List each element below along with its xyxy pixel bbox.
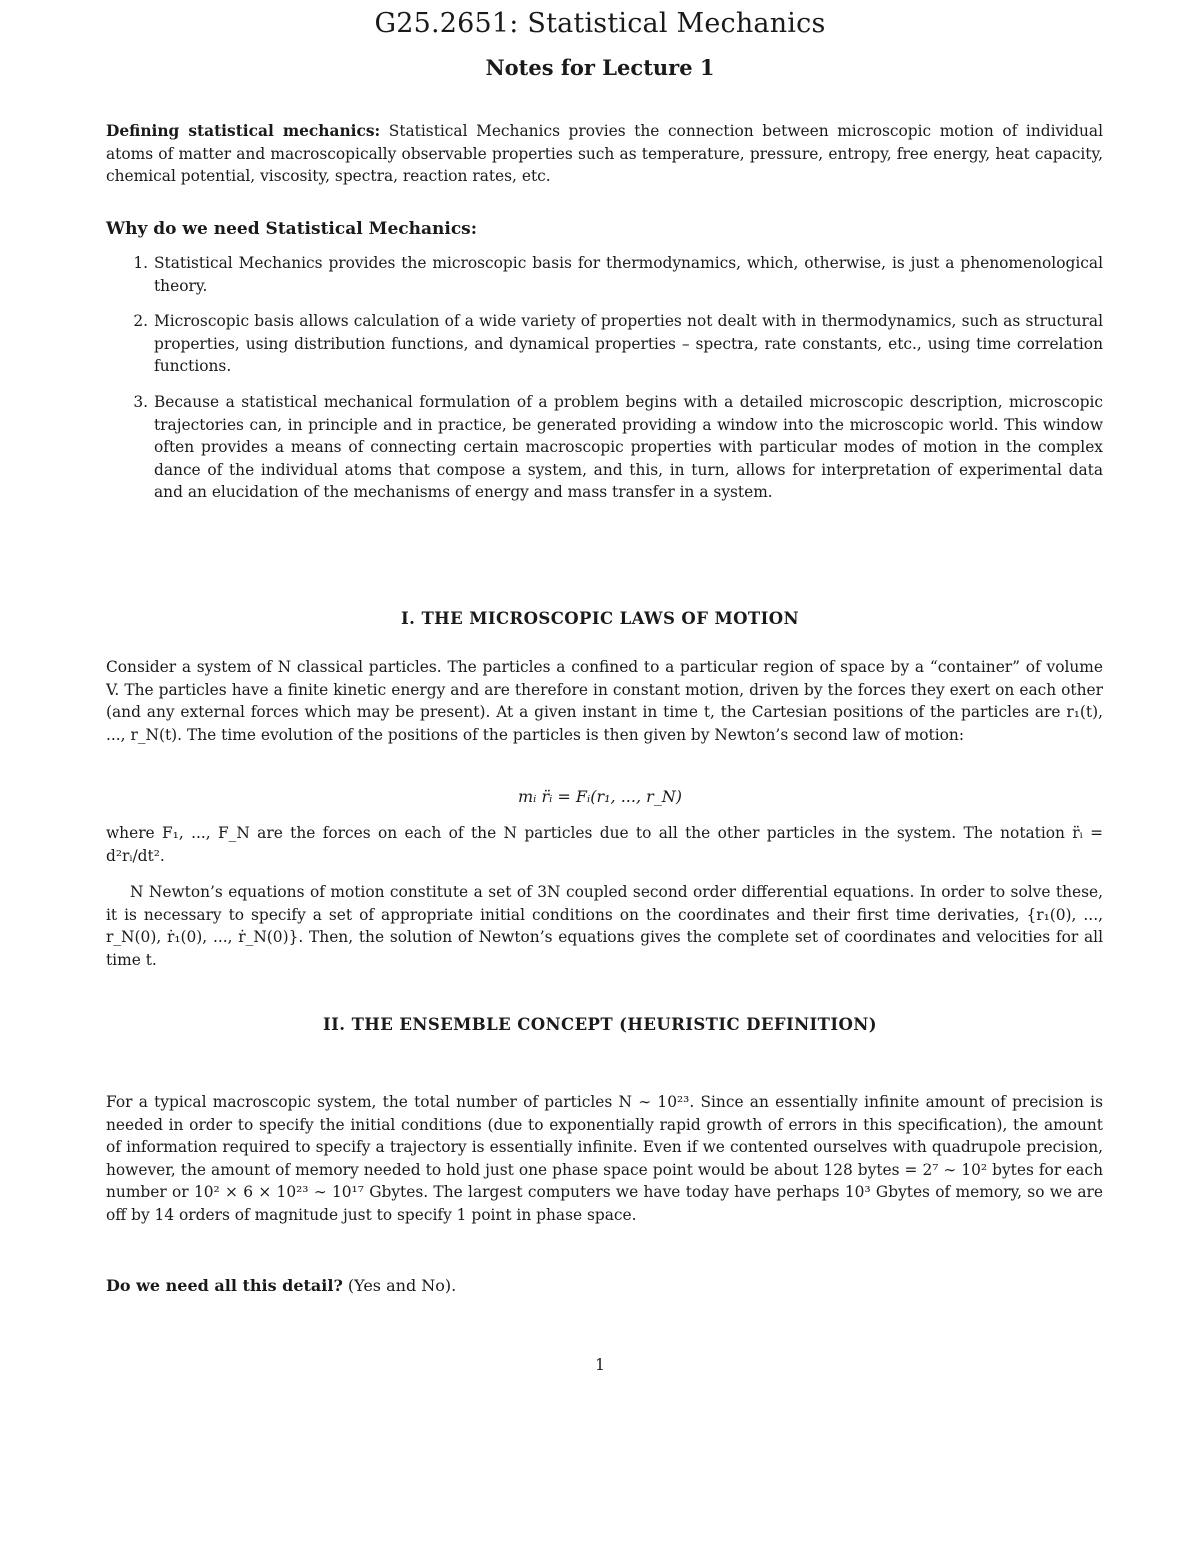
list-item-number-3: 3.: [133, 393, 148, 411]
intro-text: Statistical Mechanics provies the connection between microscopic motion of individual atoms of matter and macroscopically observable properties such as temperature, pressure, entropy, free energy, heat capacity, chemical potential, viscosity, spectra, reaction rates, etc.: [106, 122, 1103, 185]
intro-label: Defining statistical mechanics:: [106, 122, 381, 140]
list-item-1: Statistical Mechanics provides the microscopic basis for thermodynamics, which, otherwise, is just a phenomenological theory.: [154, 254, 1103, 295]
section1-paragraph-2: where F₁, ..., F_N are the forces on each of the N particles due to all the other particles in the system. The notation r̈ᵢ = d²rᵢ/dt².: [106, 824, 1103, 865]
section-heading-1: I. THE MICROSCOPIC LAWS OF MOTION: [401, 609, 799, 628]
list-item-number-2: 2.: [133, 312, 148, 330]
section1-paragraph-3: N Newton’s equations of motion constitute a set of 3N coupled second order differential equations. In order to solve these, it is necessary to specify a set of appropriate initial conditions on the coordinates and their first time derivaties, {r₁(0), ..., r_N(0), ṙ₁(0), ..., ṙ_N(0)}. Then, the solution of Newton’s equations gives the complete set of coordinates and velocities for all time t.: [106, 883, 1103, 969]
section2-paragraph-1: For a typical macroscopic system, the total number of particles N ∼ 10²³. Since an essentially infinite amount of precision is needed in order to specify the initial conditions (due to exponentially rapid growth of errors in this specification), the amount of information required to specify a trajectory is essentially infinite. Even if we contented ourselves with quadrupole precision, however, the amount of memory needed to hold just one phase space point would be about 128 bytes = 2⁷ ∼ 10² bytes for each number or 10² × 6 × 10²³ ∼ 10¹⁷ Gbytes. The largest computers we have today have perhaps 10³ Gbytes of memory, so we are off by 14 orders of magnitude just to specify 1 point in phase space.: [106, 1093, 1103, 1224]
question-answer: (Yes and No).: [342, 1276, 457, 1295]
list-item-number-1: 1.: [133, 254, 148, 272]
section-heading-2: II. THE ENSEMBLE CONCEPT (HEURISTIC DEFINITION): [323, 1015, 877, 1034]
intro-paragraph: [106, 120, 1103, 188]
list-item-3: Because a statistical mechanical formulation of a problem begins with a detailed microscopic description, microscopic trajectories can, in principle and in practice, be generated providing a window into the microscopic world. This window often provides a means of connecting certain macroscopic properties with particular modes of motion in the complex dance of the individual atoms that compose a system, and this, in turn, allows for interpretation of experimental data and an elucidation of the mechanisms of energy and mass transfer in a system.: [154, 393, 1103, 501]
document-subtitle: Notes for Lecture 1: [485, 55, 715, 80]
why-heading: Why do we need Statistical Mechanics:: [106, 219, 478, 239]
list-item-2: Microscopic basis allows calculation of a wide variety of properties not dealt with in thermodynamics, such as structural properties, using distribution functions, and dynamical properties – spectra, rate constants, etc., using time correlation functions.: [154, 312, 1103, 375]
document-title: G25.2651: Statistical Mechanics: [374, 8, 826, 39]
question-line: [106, 1275, 1103, 1298]
equation-newton: mᵢ r̈ᵢ = Fᵢ(r₁, ..., r_N): [517, 787, 683, 806]
page-number: 1: [595, 1356, 605, 1374]
section1-paragraph-1: Consider a system of N classical particles. The particles a confined to a particular region of space by a “container” of volume V. The particles have a finite kinetic energy and are therefore in constant motion, driven by the forces they exert on each other (and any external forces which may be present). At a given instant in time t, the Cartesian positions of the particles are r₁(t), ..., r_N(t). The time evolution of the positions of the particles is then given by Newton’s second law of motion:: [106, 658, 1103, 744]
question-label: Do we need all this detail?: [106, 1276, 343, 1295]
